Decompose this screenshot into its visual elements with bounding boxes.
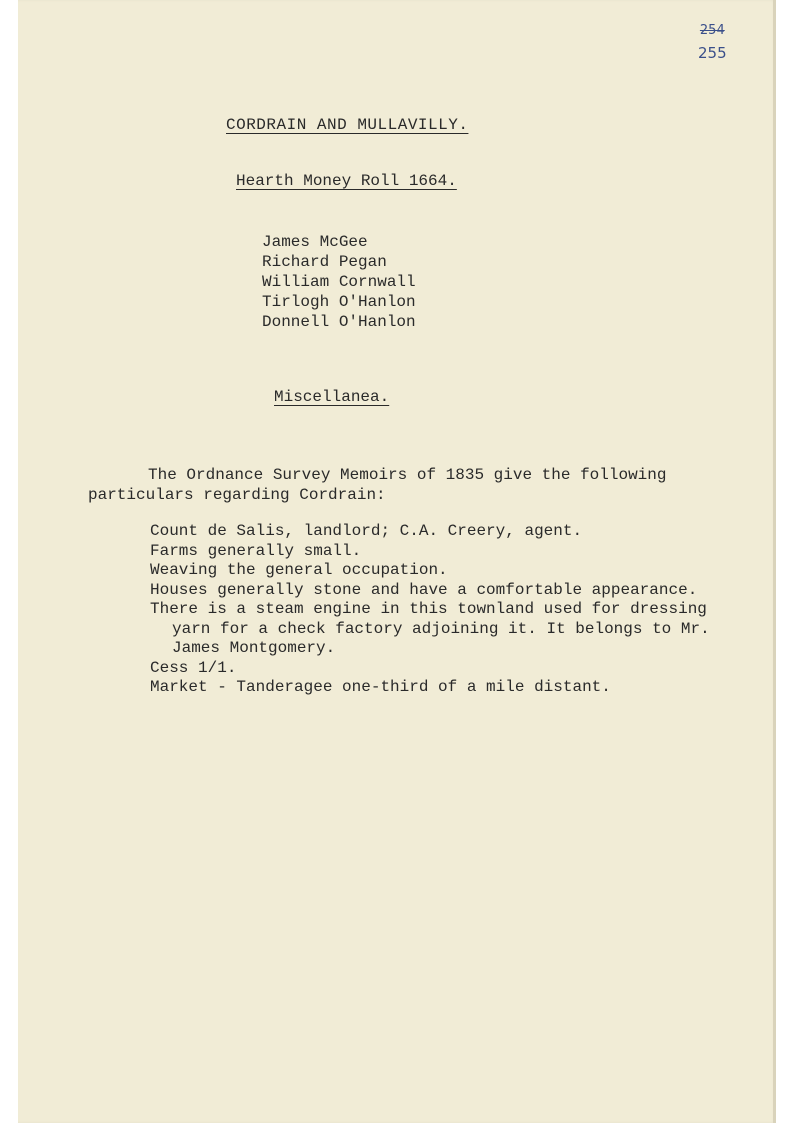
page-edge [773, 0, 776, 1123]
name-item: Donnell O'Hanlon [262, 313, 416, 331]
memoir-item: Weaving the general occupation. [150, 561, 448, 579]
memoir-item: Houses generally stone and have a comfortable appearance. [150, 580, 698, 599]
folio-new-number: 255 [698, 44, 727, 62]
memoir-list [150, 522, 730, 698]
name-item: Tirlogh O'Hanlon [262, 293, 416, 311]
name-item: William Cornwall [262, 273, 416, 291]
memoir-item: There is a steam engine in this townland used for dressing yarn for a check factory adjoining it. It belongs to Mr. James Montgomery. [150, 600, 710, 657]
name-item: Richard Pegan [262, 253, 387, 271]
memoir-item: Farms generally small. [150, 541, 362, 560]
name-item: James McGee [262, 233, 368, 251]
memoir-item: Count de Salis, landlord; C.A. Creery, agent. [150, 522, 583, 540]
document-title: CORDRAIN AND MULLAVILLY. [226, 116, 469, 134]
names-list [262, 232, 416, 332]
intro-paragraph [88, 465, 708, 505]
folio-old-number: 254 [699, 23, 725, 38]
document-page [18, 0, 776, 1123]
intro-text: The Ordnance Survey Memoirs of 1835 give the following particulars regarding Cordrain: [88, 466, 667, 504]
memoir-item: Cess 1/1. [150, 658, 237, 677]
hearth-money-heading: Hearth Money Roll 1664. [236, 172, 457, 190]
miscellanea-heading: Miscellanea. [274, 388, 390, 406]
memoir-item: Market - Tanderagee one-third of a mile distant. [150, 678, 611, 696]
folio-number [698, 20, 727, 64]
